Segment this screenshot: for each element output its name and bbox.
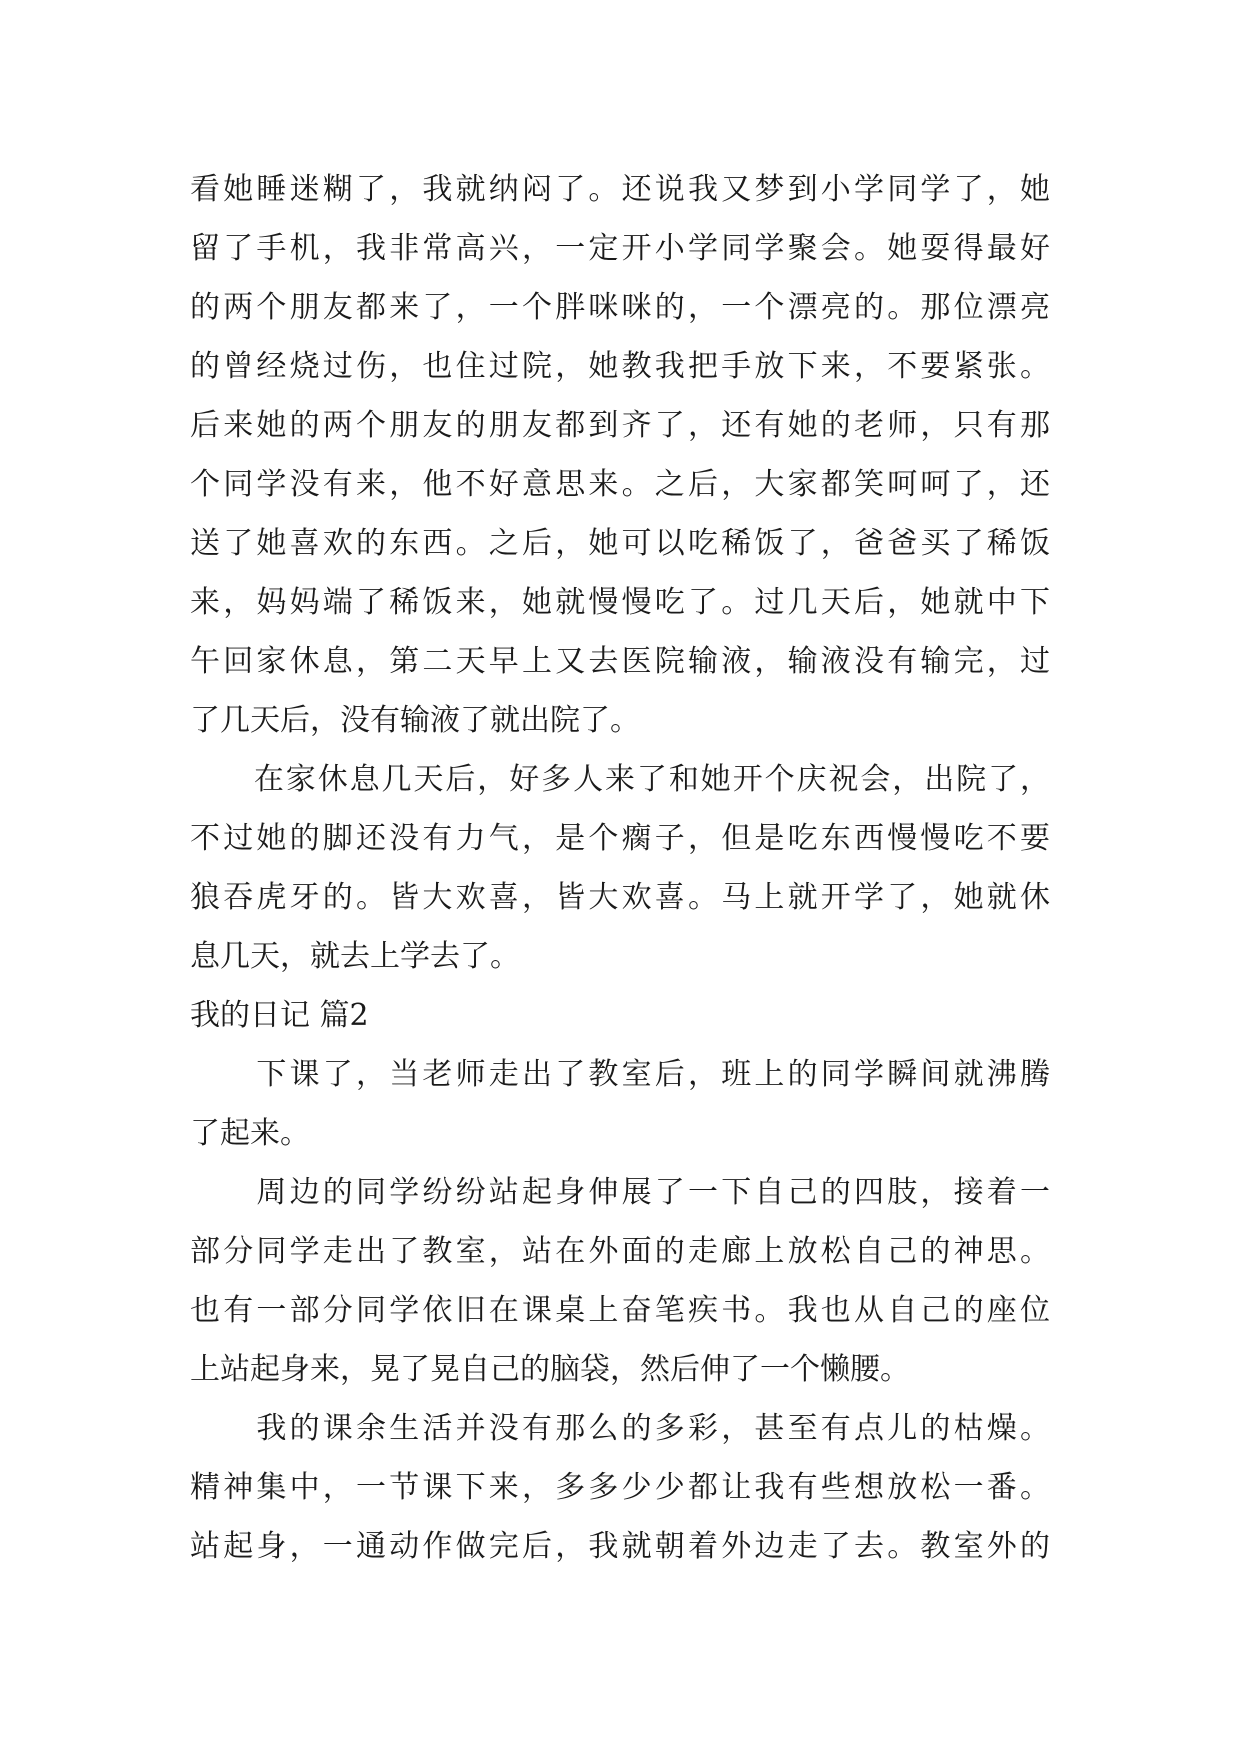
document-page <box>190 160 1050 1576</box>
text-line: 也有一部分同学依旧在课桌上奋笔疾书。我也从自己的座位 <box>190 1293 1050 1328</box>
text-line: 的曾经烧过伤，也住过院，她教我把手放下来，不要紧张。 <box>190 349 1050 384</box>
section-heading <box>190 986 1050 1045</box>
text-line: 的两个朋友都来了，一个胖咪咪的，一个漂亮的。那位漂亮 <box>190 290 1050 325</box>
text-line: 看她睡迷糊了，我就纳闷了。还说我又梦到小学同学了，她 <box>190 172 1050 207</box>
paragraph-5 <box>190 1399 1050 1576</box>
text-line: 息几天，就去上学去了。 <box>190 939 520 974</box>
text-line: 留了手机，我非常高兴，一定开小学同学聚会。她耍得最好 <box>190 231 1050 266</box>
text-line: 来，妈妈端了稀饭来，她就慢慢吃了。过几天后，她就中下 <box>190 585 1050 620</box>
text-line: 我的课余生活并没有那么的多彩，甚至有点儿的枯燥。 <box>190 1411 1050 1446</box>
paragraph-1 <box>190 160 1050 750</box>
text-line: 精神集中，一节课下来，多多少少都让我有些想放松一番。 <box>190 1470 1050 1505</box>
text-line: 个同学没有来，他不好意思来。之后，大家都笑呵呵了，还 <box>190 467 1050 502</box>
paragraph-4 <box>190 1163 1050 1399</box>
text-line: 了起来。 <box>190 1116 310 1151</box>
text-line: 部分同学走出了教室，站在外面的走廊上放松自己的神思。 <box>190 1234 1050 1269</box>
text-line: 狼吞虎牙的。皆大欢喜，皆大欢喜。马上就开学了，她就休 <box>190 880 1050 915</box>
text-line: 下课了，当老师走出了教室后，班上的同学瞬间就沸腾 <box>190 1057 1050 1092</box>
text-line: 周边的同学纷纷站起身伸展了一下自己的四肢，接着一 <box>190 1175 1050 1210</box>
text-line: 了几天后，没有输液了就出院了。 <box>190 703 640 738</box>
text-line: 送了她喜欢的东西。之后，她可以吃稀饭了，爸爸买了稀饭 <box>190 526 1050 561</box>
heading-text: 我的日记 篇2 <box>190 998 369 1033</box>
text-line: 上站起身来，晃了晃自己的脑袋，然后伸了一个懒腰。 <box>190 1352 910 1387</box>
paragraph-3 <box>190 1045 1050 1163</box>
text-line: 后来她的两个朋友的朋友都到齐了，还有她的老师，只有那 <box>190 408 1050 443</box>
text-line: 不过她的脚还没有力气，是个瘸子，但是吃东西慢慢吃不要 <box>190 821 1050 856</box>
text-line: 站起身，一通动作做完后，我就朝着外边走了去。教室外的 <box>190 1529 1050 1564</box>
text-line: 在家休息几天后，好多人来了和她开个庆祝会，出院了， <box>190 762 1050 797</box>
text-line: 午回家休息，第二天早上又去医院输液，输液没有输完，过 <box>190 644 1050 679</box>
paragraph-2 <box>190 750 1050 986</box>
